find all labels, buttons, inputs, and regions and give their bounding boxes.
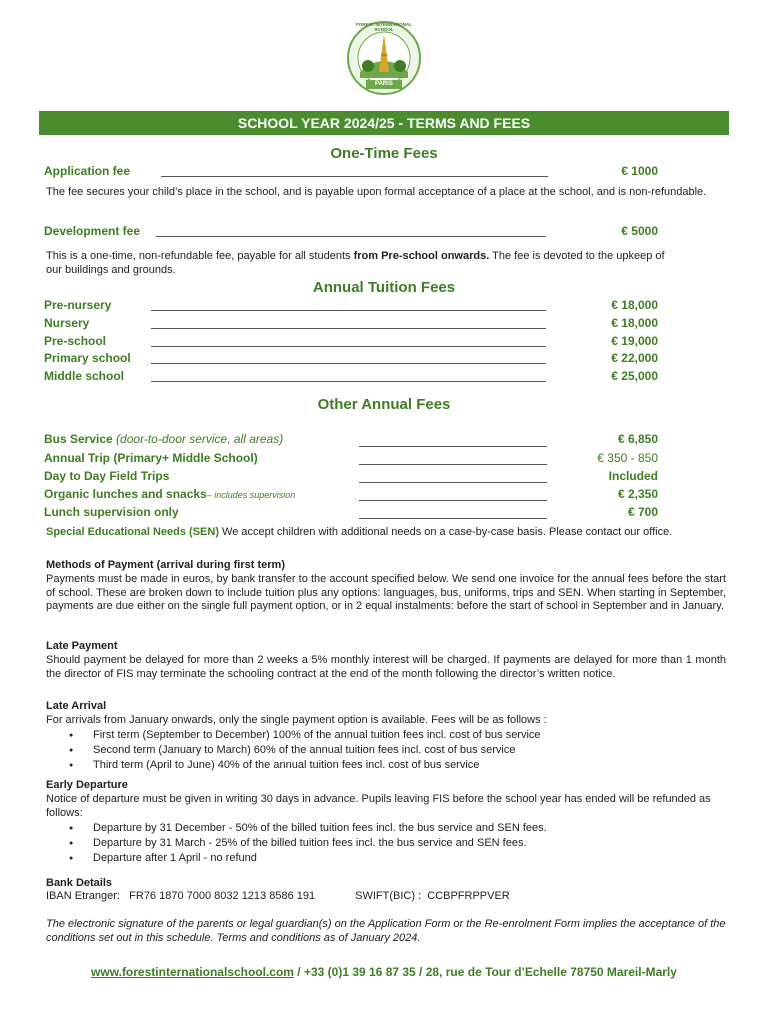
- description-text: This is a one-time, non-refundable fee, payable for all students: [46, 250, 354, 262]
- development-fee-amount: € 5000: [621, 224, 658, 238]
- bank-details-line: [46, 890, 726, 904]
- other-annual-fees-heading: Other Annual Fees: [317, 396, 451, 413]
- payment-methods-heading: Methods of Payment (arrival during first term): [46, 559, 285, 571]
- bus-service-amount: € 6,850: [617, 432, 658, 446]
- tuition-label-pre-nursery: Pre-nursery: [44, 298, 112, 312]
- footer: [0, 965, 768, 979]
- leader-line: [156, 236, 546, 237]
- description-text: The fee is devoted to the upkeep of our buildings and grounds.: [46, 250, 665, 276]
- lunch-supervision-amount: € 700: [627, 505, 658, 519]
- leader-line: [151, 310, 546, 311]
- logo-bottom-text: PARIS: [375, 81, 393, 87]
- leader-line: [359, 464, 547, 465]
- annual-trip-label: Annual Trip (Primary+ Middle School): [44, 451, 258, 465]
- late-arrival-list: [46, 728, 541, 773]
- leader-line: [161, 176, 548, 177]
- school-logo: [346, 20, 422, 96]
- swift-value: CCBPFRPPVER: [427, 890, 510, 902]
- swift-label: SWIFT(BIC) :: [355, 890, 422, 902]
- list-item: ● Third term (April to June) 40% of the annual tuition fees incl. cost of bus service: [93, 758, 541, 773]
- footer-contact: / +33 (0)1 39 16 87 35 / 28, rue de Tour d’Echelle 78750 Mareil-Marly: [293, 965, 677, 979]
- tuition-label-primary: Primary school: [44, 351, 131, 365]
- leader-line: [151, 346, 546, 347]
- tuition-label-nursery: Nursery: [44, 316, 90, 330]
- annual-tuition-heading: Annual Tuition Fees: [312, 279, 456, 296]
- organic-lunches-amount: € 2,350: [617, 487, 658, 501]
- application-fee-amount: € 1000: [621, 164, 658, 178]
- tuition-amount-middle: € 25,000: [611, 369, 658, 383]
- tuition-amount-primary: € 22,000: [611, 351, 658, 365]
- bus-service-label: [44, 432, 283, 446]
- bank-details-heading: Bank Details: [46, 877, 113, 889]
- one-time-fees-heading: One-Time Fees: [330, 145, 438, 162]
- development-fee-description: [46, 250, 676, 277]
- tuition-amount-nursery: € 18,000: [611, 316, 658, 330]
- signature-note: The electronic signature of the parents or legal guardian(s) on the Application Form or the Re-enrolment Form implies the acceptance of the conditions set out in this schedule. Terms and conditions as of January 2024.: [46, 918, 726, 944]
- application-fee-label: Application fee: [44, 164, 131, 178]
- logo-top-text: FOREST INTERNATIONAL SCHOOL: [356, 22, 412, 32]
- field-trips-label: Day to Day Field Trips: [44, 469, 170, 483]
- lunch-note: – includes supervision: [206, 490, 296, 500]
- leader-line: [359, 482, 547, 483]
- tuition-label-middle: Middle school: [44, 369, 125, 383]
- list-item: ● Second term (January to March) 60% of the annual tuition fees incl. cost of bus service: [93, 743, 541, 758]
- title-banner: SCHOOL YEAR 2024/25 - TERMS AND FEES: [39, 111, 729, 135]
- lunch-label-text: Organic lunches and snacks: [44, 487, 207, 501]
- bus-note: (door-to-door service, all areas): [116, 432, 284, 446]
- organic-lunches-label: [44, 487, 295, 501]
- leader-line: [359, 500, 547, 501]
- tuition-amount-pre-nursery: € 18,000: [611, 298, 658, 312]
- tuition-amount-pre-school: € 19,000: [611, 334, 658, 348]
- leader-line: [151, 381, 546, 382]
- payment-methods-text: Payments must be made in euros, by bank transfer to the account specified below. We send one invoice for the annual fees before the start of school. These are broken down to include tuition plus any options: languages, bus, uniforms, trips and SEN. When starting in September, payments are due either on the single full payment option, or in 2 equal instalments: before the start of school in September and in January.: [46, 573, 726, 612]
- description-bold-text: from Pre-school onwards.: [353, 250, 490, 262]
- leader-line: [359, 518, 547, 519]
- field-trips-amount: Included: [608, 469, 658, 483]
- late-arrival-text: For arrivals from January onwards, only the single payment option is available. Fees will be as follows :: [46, 714, 547, 726]
- website-link[interactable]: www.forestinternationalschool.com: [91, 965, 294, 979]
- annual-trip-amount: € 350 - 850: [597, 451, 658, 465]
- sen-text: We accept children with additional needs on a case-by-case basis. Please contact our office.: [219, 526, 673, 538]
- leader-line: [151, 363, 546, 364]
- development-fee-label: Development fee: [44, 224, 141, 238]
- list-item: ● First term (September to December) 100% of the annual tuition fees incl. cost of bus service: [93, 728, 541, 743]
- late-arrival-heading: Late Arrival: [46, 700, 107, 712]
- bus-label-text: Bus Service: [44, 432, 117, 446]
- list-item: ● Departure by 31 December - 50% of the billed tuition fees incl. the bus service and SEN fees.: [93, 821, 547, 836]
- sen-paragraph: [46, 526, 726, 540]
- tuition-label-pre-school: Pre-school: [44, 334, 107, 348]
- early-departure-heading: Early Departure: [46, 779, 128, 791]
- leader-line: [151, 328, 546, 329]
- application-fee-description: The fee secures your child’s place in the school, and is payable upon formal acceptance of a place at the school, and is non-refundable.: [46, 186, 707, 198]
- leader-line: [359, 446, 547, 447]
- iban-label: IBAN Etranger:: [46, 890, 120, 902]
- iban-value: FR76 1870 7000 8032 1213 8586 191: [129, 890, 316, 902]
- early-departure-text: Notice of departure must be given in writing 30 days in advance. Pupils leaving FIS before the school year has ended will be refunded as follows:: [46, 793, 711, 819]
- late-payment-text: Should payment be delayed for more than 2 weeks a 5% monthly interest will be charged. If payments are delayed for more than 1 month the director of FIS may terminate the schooling contract at the end of the month following the director’s written notice.: [46, 654, 726, 680]
- lunch-supervision-label: Lunch supervision only: [44, 505, 179, 519]
- sen-label: Special Educational Needs (SEN): [46, 526, 219, 538]
- late-payment-heading: Late Payment: [46, 640, 118, 652]
- list-item: ● Departure by 31 March - 25% of the billed tuition fees incl. the bus service and SEN fees.: [93, 836, 547, 851]
- list-item: ● Departure after 1 April - no refund: [93, 851, 547, 866]
- early-departure-list: [46, 821, 547, 866]
